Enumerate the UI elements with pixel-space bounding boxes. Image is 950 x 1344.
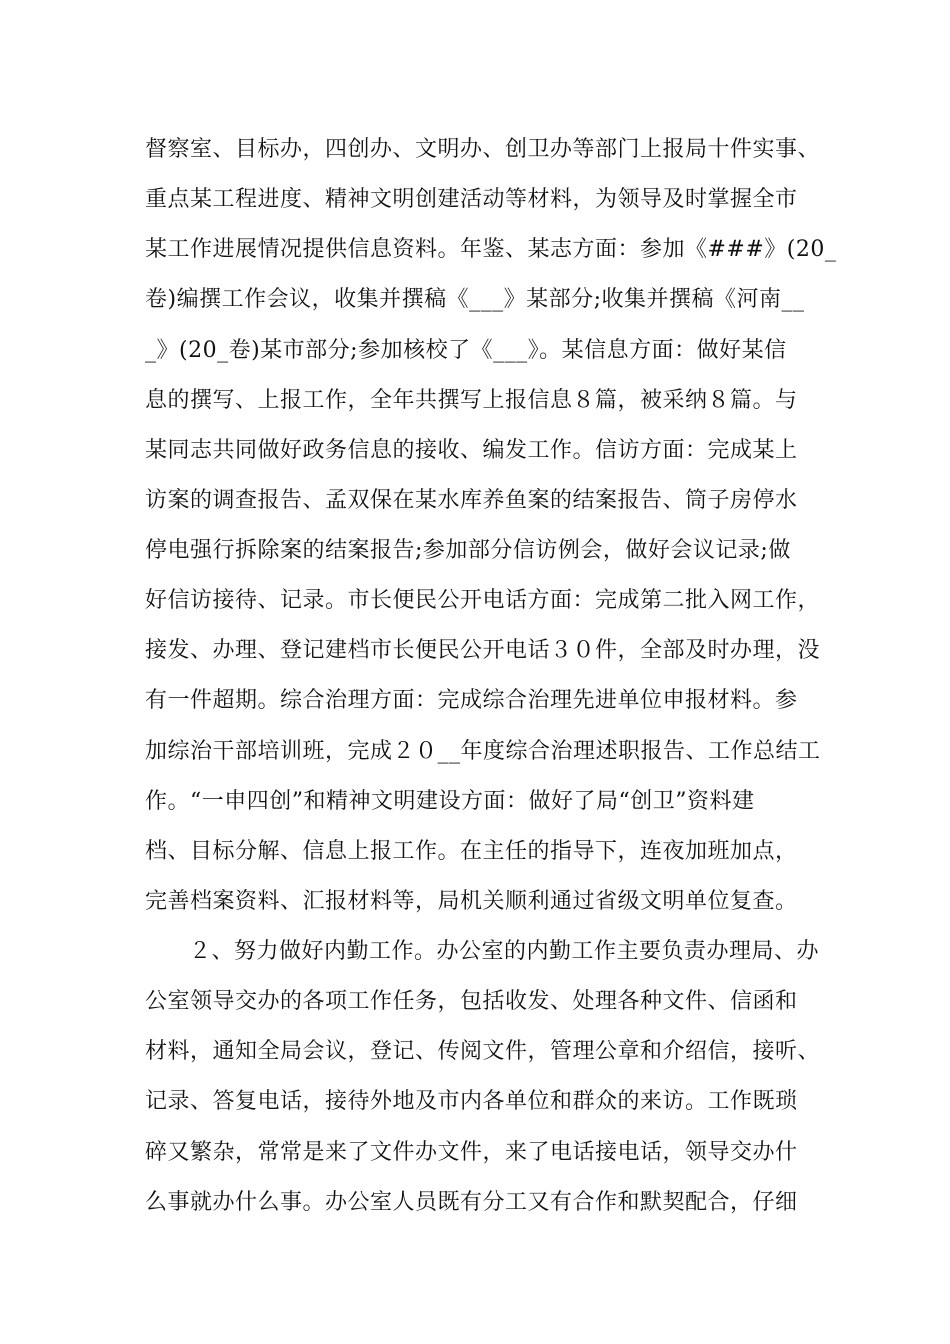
text-line-9: 停电强行拆除案的结案报告;参加部分信访例会，做好会议记录;做 xyxy=(145,538,791,563)
text-line-16: 完善档案资料、汇报材料等，局机关顺利通过省级文明单位复查。 xyxy=(145,889,798,914)
text-line-2: 重点某工程进度、精神文明创建活动等材料，为领导及时掌握全市 xyxy=(145,187,798,212)
text-line-10: 好信访接待、记录。市长便民公开电话方面：完成第二批入网工作， xyxy=(145,588,821,613)
text-line-12: 有一件超期。综合治理方面：完成综合治理先进单位申报材料。参 xyxy=(145,688,798,713)
text-line-19: 材料，通知全局会议，登记、传阅文件，管理公章和介绍信，接听、 xyxy=(145,1039,821,1064)
text-line-17: ２、努力做好内勤工作。办公室的内勤工作主要负责办理局、办 xyxy=(189,939,820,964)
text-line-14: 作。“一申四创”和精神文明建设方面：做好了局“创卫”资料建 xyxy=(145,789,755,814)
text-line-22: 么事就办什么事。办公室人员既有分工又有合作和默契配合，仔细 xyxy=(145,1190,798,1215)
text-line-5: _》(20_卷)某市部分;参加核校了《___》。某信息方面：做好某信 xyxy=(145,338,787,363)
text-line-18: 公室领导交办的各项工作任务，包括收发、处理各种文件、信函和 xyxy=(145,989,798,1014)
text-line-6: 息的撰写、上报工作，全年共撰写上报信息８篇，被采纳８篇。与 xyxy=(145,388,798,413)
text-line-3: 某工作进展情况提供信息资料。年鉴、某志方面：参加《###》(20_ xyxy=(145,237,837,262)
text-line-21: 碎又繁杂，常常是来了文件办文件，来了电话接电话，领导交办什 xyxy=(145,1140,798,1165)
text-line-8: 访案的调查报告、孟双保在某水库养鱼案的结案报告、筒子房停水 xyxy=(145,488,798,513)
text-line-1: 督察室、目标办，四创办、文明办、创卫办等部门上报局十件实事、 xyxy=(145,137,821,162)
text-line-13: 加综治干部培训班，完成２０__年度综合治理述职报告、工作总结工 xyxy=(145,739,821,764)
text-line-15: 档、目标分解、信息上报工作。在主任的指导下，连夜加班加点， xyxy=(145,839,798,864)
text-line-11: 接发、办理、登记建档市长便民公开电话３０件，全部及时办理，没 xyxy=(145,638,821,663)
text-line-7: 某同志共同做好政务信息的接收、编发工作。信访方面：完成某上 xyxy=(145,438,798,463)
text-line-20: 记录、答复电话，接待外地及市内各单位和群众的来访。工作既琐 xyxy=(145,1089,798,1114)
text-line-4: 卷)编撰工作会议，收集并撰稿《___》某部分;收集并撰稿《河南__ xyxy=(145,287,805,312)
